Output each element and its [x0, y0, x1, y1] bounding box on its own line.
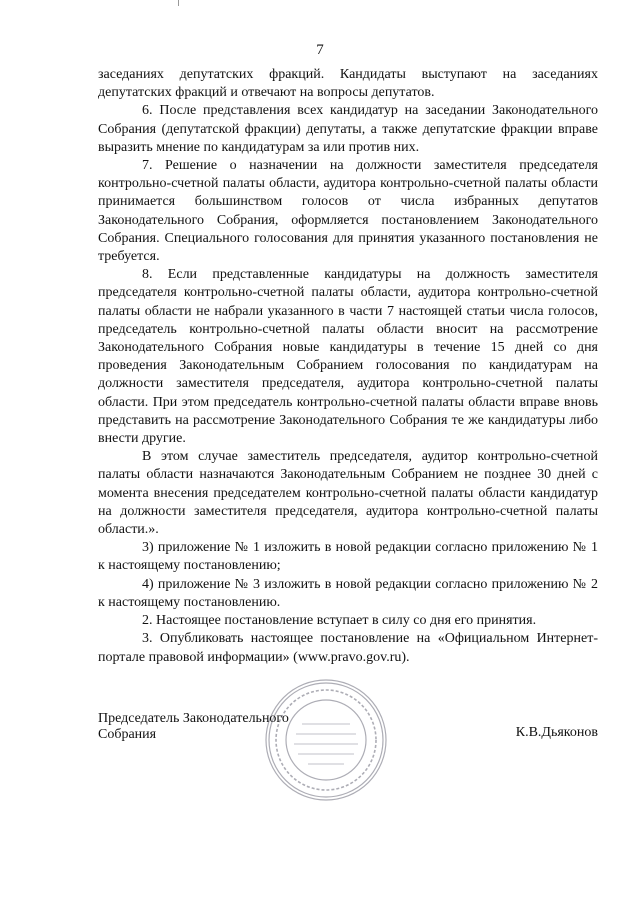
paragraph: 6. После представления всех кандидатур на заседании Законодательного Собрания (депутатской фракции) депутаты, а также депутатские фракции вправе выразить мнение по кандидатурам за или против них.: [98, 103, 598, 155]
signatory-title: [98, 711, 289, 743]
paragraph: 7. Решение о назначении на должности заместителя председателя контрольно-счетной палаты области, аудитора контрольно-счетной палаты области принимается большинством голосов от числа избранных депутатов Законодательного Собрания, оформляется постановлением Законодательного Собрания. Специального голосования для принятия указанного постановления не требуется.: [98, 158, 598, 265]
signatory-title-line1: Председатель Законодательного: [98, 711, 289, 726]
paragraph: 4) приложение № 3 изложить в новой редакции согласно приложению № 2 к настоящему постановлению.: [98, 576, 598, 610]
paragraph: заседаниях депутатских фракций. Кандидаты выступают на заседаниях депутатских фракций и отвечают на вопросы депутатов.: [98, 67, 598, 101]
paragraph: 2. Настоящее постановление вступает в силу со дня его принятия.: [142, 613, 537, 629]
paragraph: 8. Если представленные кандидатуры на должность заместителя председателя контрольно-счетной палаты области, аудитора контрольно-счетной палаты области не набрали указанного в части 7 настоящей статьи числа голосов, председатель контрольно-счетной палаты области вносит на рассмотрение Законодательного Собрания новые кандидатуры в течение 15 дней со дня проведения Законодательным Собранием голосования по кандидатурам на должности заместителя председателя, аудитора контрольно-счетной палаты области. При этом председатель контрольно-счетной палаты области вправе вновь представить на рассмотрение Законодательного Собрания те же кандидатуры либо внести другие.: [98, 267, 598, 447]
scan-mark: [178, 0, 179, 6]
signature-block: [98, 711, 598, 751]
signatory-name: К.В.Дьяконов: [515, 725, 598, 740]
page-number: 7: [316, 42, 324, 58]
document-body: [98, 66, 598, 667]
paragraph: В этом случае заместитель председателя, аудитор контрольно-счетной палаты области назначаются Законодательным Собранием не позднее 30 дней с момента внесения председателем контрольно-счетной палаты области кандидатур на должности заместителя председателя, аудитора контрольно-счетной палаты области.».: [98, 449, 598, 538]
paragraph: 3) приложение № 1 изложить в новой редакции согласно приложению № 1 к настоящему постановлению;: [98, 540, 598, 574]
signatory-title-line2: Собрания: [98, 727, 157, 742]
paragraph: 3. Опубликовать настоящее постановление на «Официальном Интернет-портале правовой информации» (www.pravo.gov.ru).: [98, 631, 598, 665]
